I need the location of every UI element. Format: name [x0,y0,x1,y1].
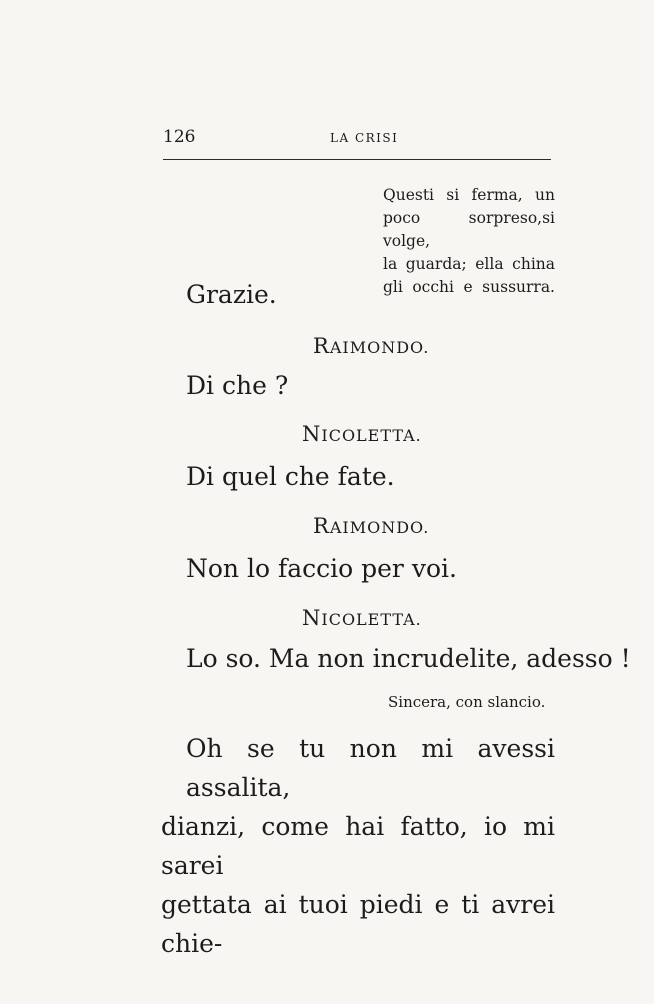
stage-direction-line: gli occhi e sussurra. [383,278,555,296]
speaker-rest: ICOLETTA. [321,610,422,629]
speaker-name [302,422,422,446]
dialogue-line: Di quel che fate. [186,462,395,491]
paragraph-line: dianzi, come hai fatto, io mi sarei [161,812,555,880]
dialogue-line: Non lo faccio per voi. [186,554,457,583]
speaker-initial: R [313,514,330,538]
stage-direction [383,184,555,299]
speaker-initial: N [302,606,322,630]
stage-direction-line: la guarda; ella china [383,255,555,273]
page-number: 126 [163,127,196,147]
dialogue-line: Lo so. Ma non incrudelite, adesso ! [186,644,631,673]
speaker-rest: AIMONDO. [329,518,430,537]
speaker-name [313,514,429,538]
speaker-name [302,606,422,630]
speaker-rest: ICOLETTA. [321,426,422,445]
paragraph-line: Oh se tu non mi avessi assalita, [186,734,555,802]
dialogue-line: Grazie. [186,280,277,309]
speaker-name [313,334,429,358]
stage-direction-line: poco sorpreso,si volge, [383,209,555,250]
speaker-initial: R [313,334,330,358]
speaker-rest: AIMONDO. [329,338,430,357]
running-title: LA CRISI [330,131,399,145]
stage-direction: Sincera, con slancio. [388,693,546,711]
speaker-initial: N [302,422,322,446]
header-rule [163,159,551,160]
prose-paragraph [161,729,555,963]
stage-direction-line: Questi si ferma, un [383,186,555,204]
paragraph-line: gettata ai tuoi piedi e ti avrei chie- [161,890,555,958]
dialogue-line: Di che ? [186,371,289,400]
